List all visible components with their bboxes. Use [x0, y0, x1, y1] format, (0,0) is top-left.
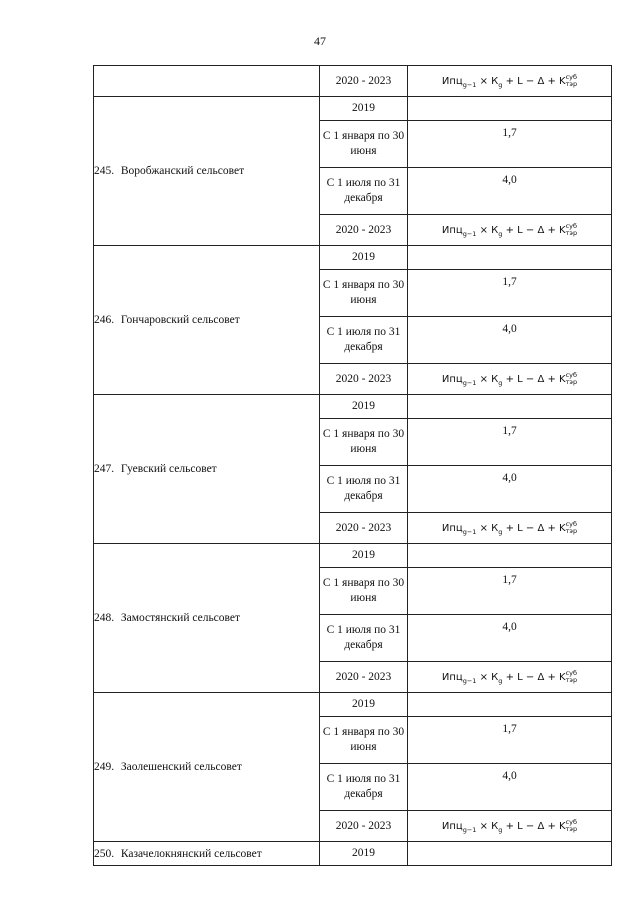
formula-k-sub2: тэр: [565, 377, 578, 386]
period-cell: 2020 - 2023: [320, 811, 408, 842]
settlement-name: Заолешенский сельсовет: [120, 761, 242, 773]
value-cell: 4,0: [408, 317, 612, 364]
formula-rest: + L − Δ + K: [502, 522, 566, 534]
formula-head-sub: g−1: [462, 229, 477, 238]
formula-cell: [408, 662, 612, 693]
empty-cell: [94, 66, 320, 97]
period-cell: С 1 июля по 31 декабря: [320, 615, 408, 662]
value-cell: [408, 97, 612, 121]
value-cell: [408, 246, 612, 270]
formula-k-sub2: тэр: [565, 675, 578, 684]
settlement-name: Замостянский сельсовет: [120, 612, 241, 624]
table-row: [94, 66, 612, 97]
formula-head: Ипц: [441, 671, 463, 683]
table-body: [94, 66, 612, 866]
period-cell: С 1 января по 30 июня: [320, 121, 408, 168]
formula-k-sub: g: [498, 80, 503, 89]
table-row: [94, 544, 612, 568]
year-cell: 2019: [320, 842, 408, 866]
formula-rest: + L − Δ + K: [502, 75, 566, 87]
year-cell: 2019: [320, 395, 408, 419]
formula-k-sup: суб: [565, 519, 578, 528]
value-cell: 1,7: [408, 717, 612, 764]
table-row: [94, 395, 612, 419]
formula-times: × К: [476, 671, 499, 683]
settlement-name-cell: [94, 544, 320, 693]
formula-k-sub2: тэр: [565, 526, 578, 535]
page-number: 47: [314, 34, 326, 48]
formula-k-sup: суб: [565, 668, 578, 677]
formula-head: Ипц: [441, 522, 463, 534]
formula-rest: + L − Δ + K: [502, 820, 566, 832]
settlement-name: Гончаровский сельсовет: [120, 314, 240, 326]
period-cell: С 1 января по 30 июня: [320, 717, 408, 764]
formula-k-sub: g: [498, 825, 503, 834]
formula-k-sup: суб: [565, 370, 578, 379]
period-cell: С 1 июля по 31 декабря: [320, 317, 408, 364]
tariff-table: [93, 65, 612, 866]
formula-head: Ипц: [441, 373, 463, 385]
row-number: 248.: [94, 612, 115, 624]
value-cell: [408, 395, 612, 419]
settlement-name-cell: [94, 246, 320, 395]
period-cell: 2020 - 2023: [320, 364, 408, 395]
table-row: [94, 97, 612, 121]
settlement-name: Казачелокнянский сельсовет: [120, 847, 262, 860]
formula-times: × К: [476, 75, 499, 87]
formula-cell: [408, 513, 612, 544]
value-cell: 4,0: [408, 168, 612, 215]
value-cell: 4,0: [408, 615, 612, 662]
settlement-name-cell: [94, 395, 320, 544]
period-cell: С 1 января по 30 июня: [320, 419, 408, 466]
formula-times: × К: [476, 820, 499, 832]
formula: [441, 817, 578, 834]
value-cell: 1,7: [408, 568, 612, 615]
formula-k-sub2: тэр: [565, 79, 578, 88]
formula-head: Ипц: [441, 75, 463, 87]
value-cell: 4,0: [408, 764, 612, 811]
formula-k-sub2: тэр: [565, 824, 578, 833]
row-number: 247.: [94, 463, 115, 475]
period-cell: С 1 января по 30 июня: [320, 270, 408, 317]
formula: [441, 72, 578, 89]
row-number: 245.: [94, 165, 115, 177]
year-cell: 2019: [320, 246, 408, 270]
period-cell: 2020 - 2023: [320, 215, 408, 246]
period-cell: С 1 января по 30 июня: [320, 568, 408, 615]
formula: [441, 221, 578, 238]
formula-cell: [408, 215, 612, 246]
formula-k-sup: суб: [565, 817, 578, 826]
formula-k-sub: g: [498, 378, 503, 387]
period-cell: 2020 - 2023: [320, 513, 408, 544]
year-cell: 2019: [320, 97, 408, 121]
formula: [441, 370, 578, 387]
formula-head-sub: g−1: [462, 825, 477, 834]
period-cell: С 1 июля по 31 декабря: [320, 466, 408, 513]
formula-k-sup: суб: [565, 72, 578, 81]
formula-head-sub: g−1: [462, 378, 477, 387]
year-cell: 2019: [320, 693, 408, 717]
formula-head: Ипц: [441, 224, 463, 236]
row-number: 250.: [94, 847, 115, 860]
period-cell: С 1 июля по 31 декабря: [320, 168, 408, 215]
formula-k-sub: g: [498, 527, 503, 536]
settlement-name-cell: [94, 97, 320, 246]
formula-times: × К: [476, 522, 499, 534]
formula-rest: + L − Δ + K: [502, 373, 566, 385]
period-cell: 2020 - 2023: [320, 662, 408, 693]
value-cell: [408, 693, 612, 717]
formula-rest: + L − Δ + K: [502, 671, 566, 683]
row-number: 249.: [94, 761, 115, 773]
row-number: 246.: [94, 314, 115, 326]
formula: [441, 668, 578, 685]
year-cell: 2019: [320, 544, 408, 568]
formula: [441, 519, 578, 536]
formula-head-sub: g−1: [462, 80, 477, 89]
formula-head-sub: g−1: [462, 527, 477, 536]
settlement-name-cell: [94, 842, 320, 866]
value-cell: 1,7: [408, 419, 612, 466]
value-cell: 1,7: [408, 270, 612, 317]
value-cell: 4,0: [408, 466, 612, 513]
formula-rest: + L − Δ + K: [502, 224, 566, 236]
table-row: [94, 842, 612, 866]
period-cell: С 1 июля по 31 декабря: [320, 764, 408, 811]
settlement-name: Гуевский сельсовет: [120, 463, 217, 475]
value-cell: 1,7: [408, 121, 612, 168]
formula-head-sub: g−1: [462, 676, 477, 685]
formula-head: Ипц: [441, 820, 463, 832]
formula-k-sub2: тэр: [565, 228, 578, 237]
settlement-name: Воробжанский сельсовет: [120, 165, 245, 177]
formula-k-sub: g: [498, 676, 503, 685]
formula-times: × К: [476, 224, 499, 236]
formula-cell: [408, 811, 612, 842]
value-cell: [408, 842, 612, 866]
formula-cell: [408, 364, 612, 395]
table-row: [94, 693, 612, 717]
formula-cell: [408, 66, 612, 97]
settlement-name-cell: [94, 693, 320, 842]
table-row: [94, 246, 612, 270]
period-cell: 2020 - 2023: [320, 66, 408, 97]
formula-k-sup: суб: [565, 221, 578, 230]
formula-k-sub: g: [498, 229, 503, 238]
value-cell: [408, 544, 612, 568]
formula-times: × К: [476, 373, 499, 385]
